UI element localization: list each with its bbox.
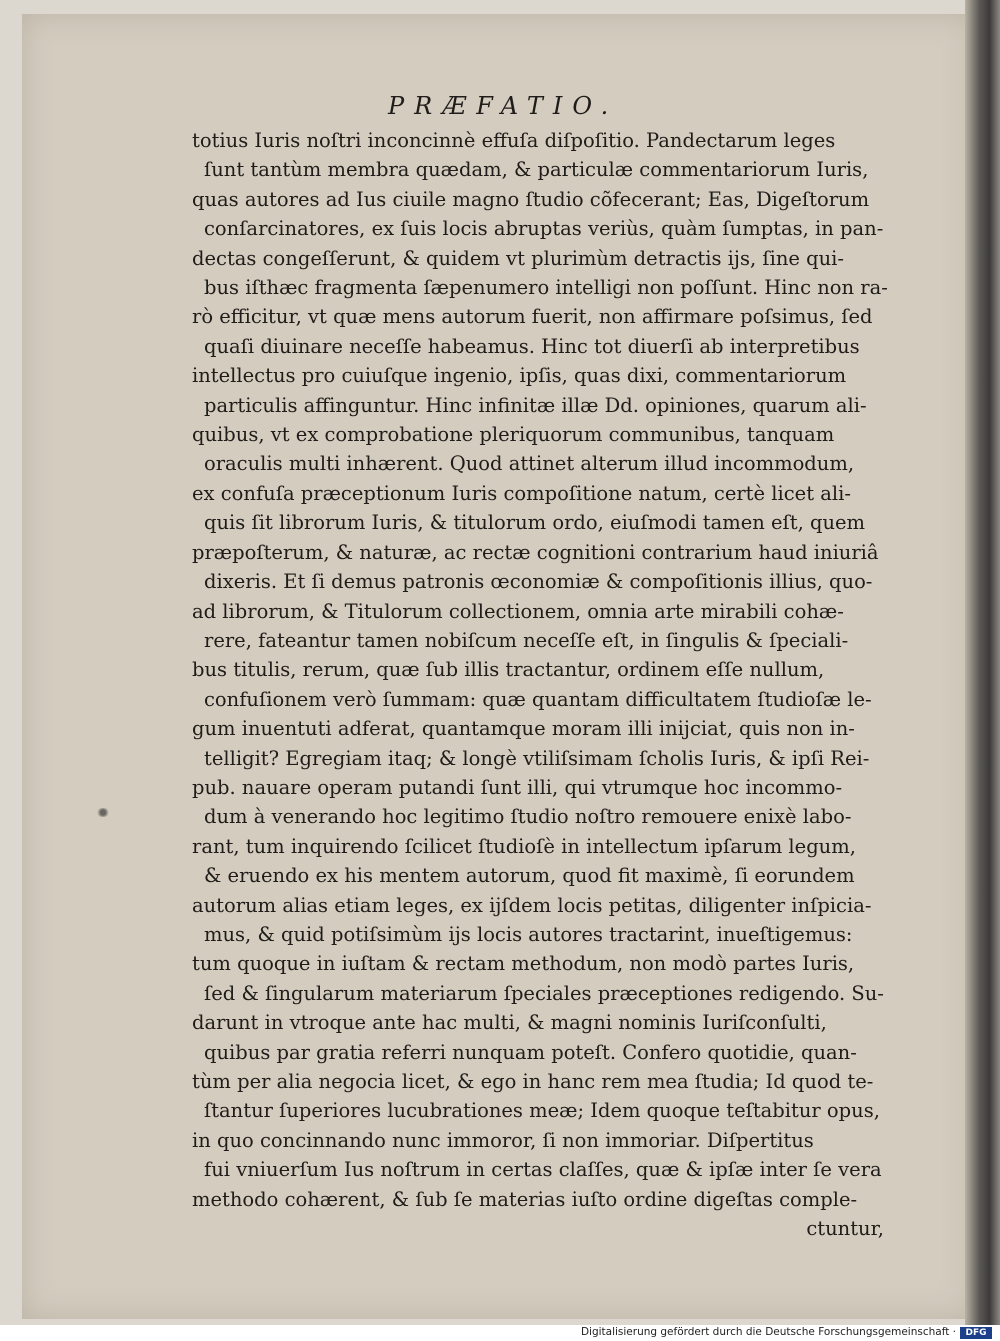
- text-line: ſtantur ſuperiores lucubrationes meæ; Idem quoque teſtabitur opus,: [204, 1099, 880, 1123]
- text-line: in quo concinnando nunc immoror, ſi non immoriar. Diſpertitus: [192, 1128, 814, 1152]
- text-line: tum quoque in iuſtam & rectam methodum, non modò partes Iuris,: [192, 952, 855, 976]
- ink-speck: [96, 808, 110, 817]
- text-line: ad librorum, & Titulorum collectionem, omnia arte mirabili cohæ-: [192, 599, 844, 623]
- running-header: PRÆFATIO.: [388, 92, 619, 120]
- text-line: bus iſthæc fragmenta ſæpenumero intelligi non poſſunt. Hinc non ra-: [204, 276, 888, 300]
- text-line: rant, tum inquirendo ſcilicet ſtudioſè in intellectum ipſarum legum,: [192, 834, 856, 858]
- text-line: methodo cohærent, & ſub ſe materias iuſto ordine digeſtas comple-: [192, 1187, 858, 1211]
- text-line: fui vniuerſum Ius noſtrum in certas claſſes, quæ & ipſæ inter ſe vera: [204, 1158, 882, 1182]
- text-line: intellectus pro cuiuſque ingenio, ipſis, quas dixi, commentariorum: [192, 364, 847, 388]
- text-line: quis ſit librorum Iuris, & titulorum ordo, eiuſmodi tamen eſt, quem: [204, 511, 866, 535]
- footer-credit: Digitalisierung gefördert durch die Deutsche Forschungsgemeinschaft ·: [580, 1326, 956, 1338]
- text-line: & eruendo ex his mentem autorum, quod fit maximè, ſi eorundem: [204, 864, 855, 888]
- text-line: dectas congeſſerunt, & quidem vt plurimùm detractis ijs, ſine qui-: [192, 246, 844, 270]
- body-text: [192, 126, 912, 1243]
- text-line: quaſi diuinare neceſſe habeamus. Hinc tot diuerſi ab interpretibus: [204, 334, 860, 358]
- text-line: mus, & quid potiſsimùm ijs locis autores tractarint, inueſtigemus:: [204, 922, 853, 946]
- text-line: autorum alias etiam leges, ex ijſdem locis petitas, diligenter inſpicia-: [192, 893, 872, 917]
- text-line: conſarcinatores, ex ſuis locis abruptas veriùs, quàm ſumptas, in pan-: [204, 217, 884, 241]
- catchword: ctuntur,: [806, 1217, 884, 1241]
- text-line: quibus, vt ex comprobatione pleriquorum communibus, tanquam: [192, 423, 835, 447]
- text-line: confuſionem verò ſummam: quæ quantam difficultatem ſtudioſæ le-: [204, 687, 872, 711]
- text-line: præpoſterum, & naturæ, ac rectæ cognitioni contrarium haud iniuriâ: [192, 540, 879, 564]
- page-edge: [965, 0, 1000, 1325]
- text-line: darunt in vtroque ante hac multi, & magni nominis Iuriſconſulti,: [192, 1011, 827, 1035]
- text-line: telligit? Egregiam itaq; & longè vtiliſsimam ſcholis Iuris, & ipſi Rei-: [204, 746, 870, 770]
- text-line: ex confuſa præceptionum Iuris compoſitione natum, certè licet ali-: [192, 481, 851, 505]
- dfg-logo-icon: DFG: [960, 1327, 992, 1339]
- footer-bar: [0, 1325, 1000, 1341]
- text-line: ſunt tantùm membra quædam, & particulæ commentariorum Iuris,: [204, 158, 869, 182]
- text-line: pub. nauare operam putandi ſunt illi, qui vtrumque hoc incommo-: [192, 775, 843, 799]
- text-line: oraculis multi inhærent. Quod attinet alterum illud incommodum,: [204, 452, 855, 476]
- text-line: bus titulis, rerum, quæ ſub illis tractantur, ordinem eſſe nullum,: [192, 658, 825, 682]
- text-line: ſed & ſingularum materiarum ſpeciales præceptiones redigendo. Su-: [204, 981, 884, 1005]
- text-line: quibus par gratia referri nunquam poteſt. Confero quotidie, quan-: [204, 1040, 857, 1064]
- text-line: particulis affinguntur. Hinc infinitæ illæ Dd. opiniones, quarum ali-: [204, 393, 867, 417]
- text-line: dum à venerando hoc legitimo ſtudio noſtro remouere enixè labo-: [204, 805, 852, 829]
- text-line: rò efficitur, vt quæ mens autorum fuerit, non affirmare poſsimus, ſed: [192, 305, 873, 329]
- text-line: tùm per alia negocia licet, & ego in hanc rem mea ſtudia; Id quod te-: [192, 1070, 874, 1093]
- text-line: quas autores ad Ius ciuile magno ſtudio cõfecerant; Eas, Digeſtorum: [192, 187, 870, 211]
- text-line: rere, fateantur tamen nobiſcum neceſſe eſt, in ſingulis & ſpeciali-: [204, 628, 849, 652]
- text-line: dixeris. Et ſi demus patronis œconomiæ & compoſitionis illius, quo-: [204, 570, 873, 594]
- text-line: totius Iuris noſtri inconcinnè effuſa diſpoſitio. Pandectarum leges: [192, 129, 836, 152]
- text-line: gum inuentuti adferat, quantamque moram illi inijciat, quis non in-: [192, 717, 855, 741]
